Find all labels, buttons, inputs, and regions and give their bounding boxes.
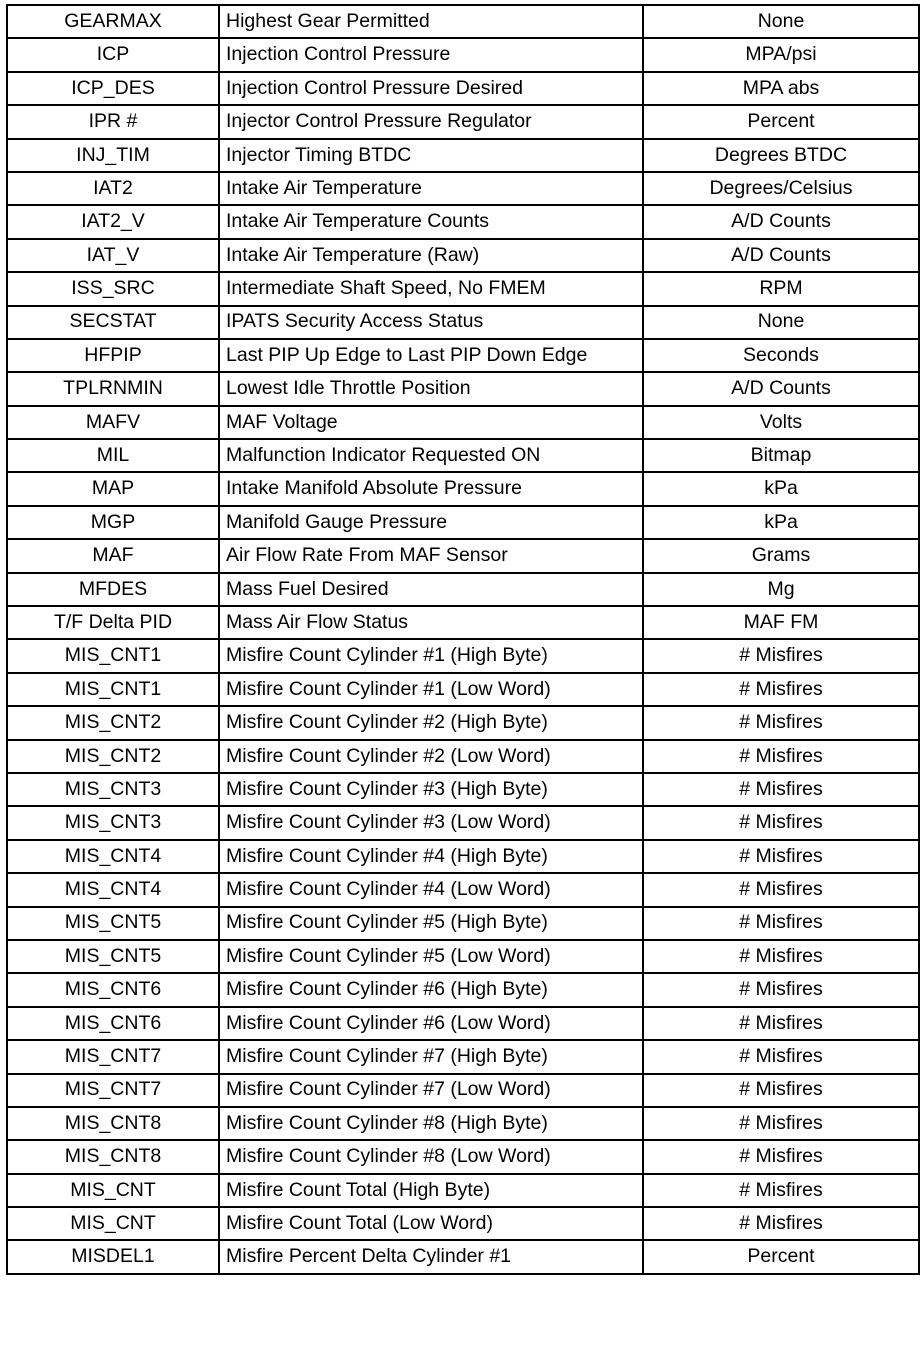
pid-description-cell: Misfire Count Cylinder #5 (Low Word): [219, 940, 643, 973]
pid-unit-cell: Percent: [643, 1240, 919, 1273]
pid-name-cell: ICP: [7, 38, 219, 71]
pid-unit-cell: # Misfires: [643, 806, 919, 839]
pid-description-cell: Misfire Count Cylinder #3 (High Byte): [219, 773, 643, 806]
pid-unit-cell: # Misfires: [643, 1174, 919, 1207]
pid-name-cell: T/F Delta PID: [7, 606, 219, 639]
table-row: [7, 72, 919, 105]
table-row: [7, 306, 919, 339]
pid-name-cell: IAT2: [7, 172, 219, 205]
table-row: [7, 472, 919, 505]
pid-description-cell: Injector Timing BTDC: [219, 139, 643, 172]
pid-name-cell: IAT2_V: [7, 205, 219, 238]
pid-name-cell: MIS_CNT2: [7, 740, 219, 773]
pid-name-cell: MIS_CNT2: [7, 706, 219, 739]
pid-unit-cell: # Misfires: [643, 973, 919, 1006]
pid-unit-cell: kPa: [643, 472, 919, 505]
table-row: [7, 1207, 919, 1240]
pid-unit-cell: Volts: [643, 406, 919, 439]
table-row: [7, 1107, 919, 1140]
table-row: [7, 339, 919, 372]
pid-name-cell: IPR #: [7, 105, 219, 138]
pid-description-cell: Misfire Count Cylinder #7 (Low Word): [219, 1074, 643, 1107]
pid-unit-cell: MAF FM: [643, 606, 919, 639]
pid-name-cell: MFDES: [7, 573, 219, 606]
table-row: [7, 773, 919, 806]
pid-unit-cell: # Misfires: [643, 840, 919, 873]
table-row: [7, 673, 919, 706]
pid-name-cell: ICP_DES: [7, 72, 219, 105]
table-row: [7, 940, 919, 973]
pid-unit-cell: # Misfires: [643, 673, 919, 706]
pid-unit-cell: kPa: [643, 506, 919, 539]
pid-name-cell: MIS_CNT6: [7, 1007, 219, 1040]
table-row: [7, 539, 919, 572]
pid-unit-cell: Mg: [643, 573, 919, 606]
pid-name-cell: MIS_CNT4: [7, 873, 219, 906]
table-row: [7, 1240, 919, 1273]
pid-description-cell: Malfunction Indicator Requested ON: [219, 439, 643, 472]
pid-unit-cell: # Misfires: [643, 940, 919, 973]
pid-table: [6, 4, 920, 1275]
table-row: [7, 239, 919, 272]
pid-name-cell: GEARMAX: [7, 5, 219, 38]
table-row: [7, 205, 919, 238]
pid-description-cell: Misfire Percent Delta Cylinder #1: [219, 1240, 643, 1273]
pid-description-cell: Highest Gear Permitted: [219, 5, 643, 38]
pid-description-cell: Intake Air Temperature: [219, 172, 643, 205]
pid-unit-cell: # Misfires: [643, 639, 919, 672]
table-row: [7, 706, 919, 739]
pid-description-cell: Misfire Count Total (High Byte): [219, 1174, 643, 1207]
pid-name-cell: MIS_CNT4: [7, 840, 219, 873]
pid-description-cell: Misfire Count Cylinder #1 (Low Word): [219, 673, 643, 706]
table-row: [7, 38, 919, 71]
pid-description-cell: Misfire Count Cylinder #4 (High Byte): [219, 840, 643, 873]
pid-description-cell: Intermediate Shaft Speed, No FMEM: [219, 272, 643, 305]
pid-unit-cell: Percent: [643, 105, 919, 138]
pid-unit-cell: None: [643, 306, 919, 339]
table-row: [7, 973, 919, 1006]
table-row: [7, 372, 919, 405]
pid-unit-cell: # Misfires: [643, 1074, 919, 1107]
pid-name-cell: MIS_CNT: [7, 1174, 219, 1207]
pid-unit-cell: # Misfires: [643, 1107, 919, 1140]
pid-name-cell: IAT_V: [7, 239, 219, 272]
pid-unit-cell: MPA/psi: [643, 38, 919, 71]
pid-description-cell: Injection Control Pressure: [219, 38, 643, 71]
pid-name-cell: MIS_CNT3: [7, 806, 219, 839]
pid-description-cell: Mass Fuel Desired: [219, 573, 643, 606]
pid-description-cell: Misfire Count Cylinder #4 (Low Word): [219, 873, 643, 906]
pid-description-cell: Misfire Count Cylinder #7 (High Byte): [219, 1040, 643, 1073]
table-row: [7, 606, 919, 639]
pid-description-cell: Injection Control Pressure Desired: [219, 72, 643, 105]
pid-name-cell: MAP: [7, 472, 219, 505]
pid-description-cell: Mass Air Flow Status: [219, 606, 643, 639]
pid-description-cell: Manifold Gauge Pressure: [219, 506, 643, 539]
pid-unit-cell: # Misfires: [643, 1040, 919, 1073]
table-row: [7, 1074, 919, 1107]
pid-name-cell: MIS_CNT8: [7, 1107, 219, 1140]
pid-unit-cell: # Misfires: [643, 740, 919, 773]
table-row: [7, 1040, 919, 1073]
pid-name-cell: MIS_CNT5: [7, 907, 219, 940]
pid-name-cell: INJ_TIM: [7, 139, 219, 172]
pid-description-cell: Misfire Count Cylinder #2 (Low Word): [219, 740, 643, 773]
pid-name-cell: MIS_CNT8: [7, 1140, 219, 1173]
pid-name-cell: MAF: [7, 539, 219, 572]
pid-unit-cell: # Misfires: [643, 706, 919, 739]
table-row: [7, 639, 919, 672]
pid-name-cell: MIS_CNT3: [7, 773, 219, 806]
pid-name-cell: MIS_CNT1: [7, 673, 219, 706]
pid-name-cell: MGP: [7, 506, 219, 539]
pid-unit-cell: Bitmap: [643, 439, 919, 472]
pid-name-cell: MIS_CNT6: [7, 973, 219, 1006]
pid-description-cell: Last PIP Up Edge to Last PIP Down Edge: [219, 339, 643, 372]
pid-unit-cell: # Misfires: [643, 773, 919, 806]
pid-name-cell: MIL: [7, 439, 219, 472]
table-row: [7, 105, 919, 138]
table-row: [7, 840, 919, 873]
table-row: [7, 873, 919, 906]
pid-unit-cell: None: [643, 5, 919, 38]
pid-description-cell: Intake Manifold Absolute Pressure: [219, 472, 643, 505]
pid-description-cell: Intake Air Temperature (Raw): [219, 239, 643, 272]
table-row: [7, 172, 919, 205]
table-row: [7, 1140, 919, 1173]
pid-unit-cell: # Misfires: [643, 1207, 919, 1240]
pid-description-cell: Misfire Count Cylinder #6 (High Byte): [219, 973, 643, 1006]
pid-description-cell: IPATS Security Access Status: [219, 306, 643, 339]
pid-name-cell: MIS_CNT1: [7, 639, 219, 672]
pid-name-cell: MAFV: [7, 406, 219, 439]
table-row: [7, 406, 919, 439]
pid-description-cell: MAF Voltage: [219, 406, 643, 439]
table-row: [7, 5, 919, 38]
table-row: [7, 740, 919, 773]
pid-description-cell: Injector Control Pressure Regulator: [219, 105, 643, 138]
pid-unit-cell: # Misfires: [643, 1140, 919, 1173]
pid-description-cell: Air Flow Rate From MAF Sensor: [219, 539, 643, 572]
pid-name-cell: HFPIP: [7, 339, 219, 372]
pid-unit-cell: RPM: [643, 272, 919, 305]
pid-unit-cell: A/D Counts: [643, 239, 919, 272]
table-row: [7, 506, 919, 539]
pid-description-cell: Misfire Count Cylinder #5 (High Byte): [219, 907, 643, 940]
pid-description-cell: Misfire Count Cylinder #2 (High Byte): [219, 706, 643, 739]
table-row: [7, 139, 919, 172]
pid-unit-cell: Seconds: [643, 339, 919, 372]
pid-unit-cell: A/D Counts: [643, 205, 919, 238]
table-row: [7, 573, 919, 606]
pid-name-cell: TPLRNMIN: [7, 372, 219, 405]
pid-unit-cell: # Misfires: [643, 1007, 919, 1040]
table-row: [7, 272, 919, 305]
pid-table-body: [7, 5, 919, 1274]
pid-name-cell: MIS_CNT: [7, 1207, 219, 1240]
table-row: [7, 1007, 919, 1040]
pid-description-cell: Lowest Idle Throttle Position: [219, 372, 643, 405]
pid-unit-cell: # Misfires: [643, 873, 919, 906]
pid-name-cell: MISDEL1: [7, 1240, 219, 1273]
table-row: [7, 907, 919, 940]
pid-unit-cell: # Misfires: [643, 907, 919, 940]
pid-description-cell: Intake Air Temperature Counts: [219, 205, 643, 238]
pid-unit-cell: Grams: [643, 539, 919, 572]
pid-description-cell: Misfire Count Cylinder #6 (Low Word): [219, 1007, 643, 1040]
pid-description-cell: Misfire Count Cylinder #8 (High Byte): [219, 1107, 643, 1140]
pid-name-cell: MIS_CNT7: [7, 1074, 219, 1107]
pid-name-cell: MIS_CNT7: [7, 1040, 219, 1073]
pid-description-cell: Misfire Count Cylinder #1 (High Byte): [219, 639, 643, 672]
table-row: [7, 439, 919, 472]
table-row: [7, 1174, 919, 1207]
pid-unit-cell: Degrees/Celsius: [643, 172, 919, 205]
pid-name-cell: MIS_CNT5: [7, 940, 219, 973]
pid-name-cell: SECSTAT: [7, 306, 219, 339]
pid-description-cell: Misfire Count Total (Low Word): [219, 1207, 643, 1240]
pid-description-cell: Misfire Count Cylinder #8 (Low Word): [219, 1140, 643, 1173]
table-row: [7, 806, 919, 839]
pid-unit-cell: A/D Counts: [643, 372, 919, 405]
pid-unit-cell: MPA abs: [643, 72, 919, 105]
pid-description-cell: Misfire Count Cylinder #3 (Low Word): [219, 806, 643, 839]
pid-unit-cell: Degrees BTDC: [643, 139, 919, 172]
pid-name-cell: ISS_SRC: [7, 272, 219, 305]
